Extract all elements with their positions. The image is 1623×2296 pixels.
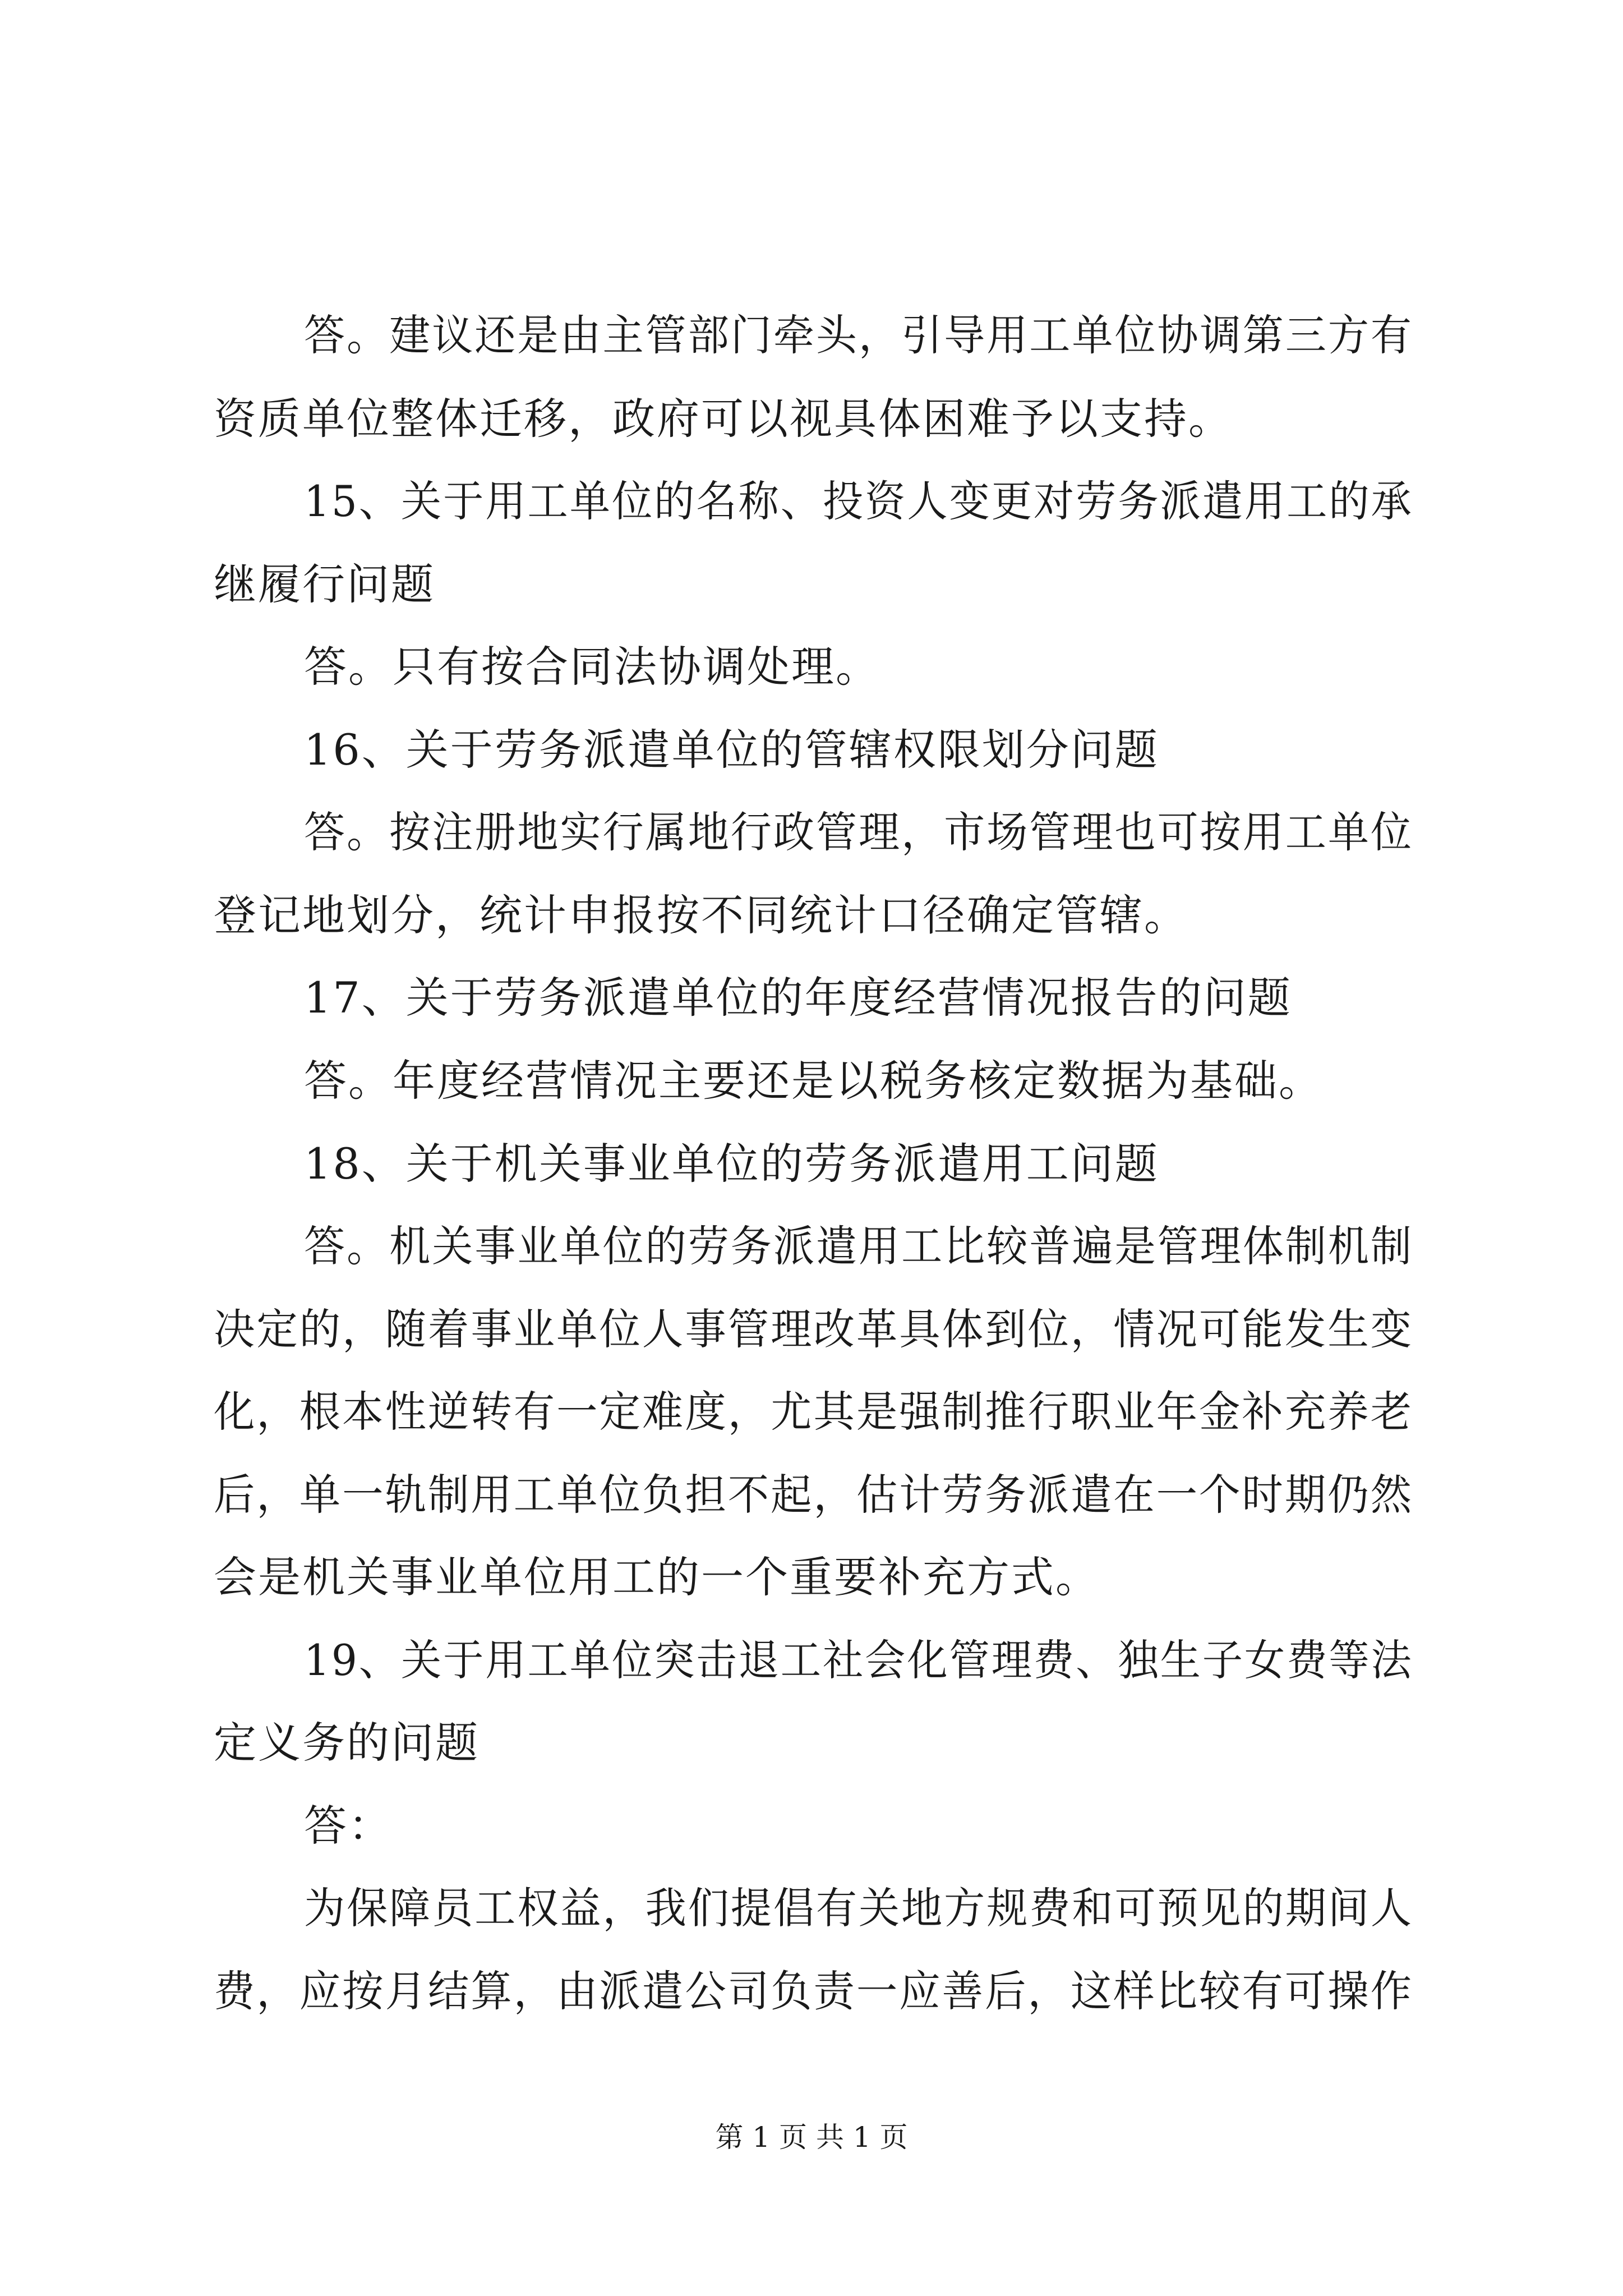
- text-line: 答。机关事业单位的劳务派遣用工比较普遍是管理体制机制: [304, 1221, 1413, 1271]
- text-line: 定义务的问题: [214, 1718, 479, 1768]
- text-line: 17、关于劳务派遣单位的年度经营情况报告的问题: [304, 973, 1292, 1023]
- text-line: 决定的，随着事业单位人事管理改革具体到位，情况可能发生变: [214, 1304, 1413, 1354]
- page-footer: 第 1 页 共 1 页: [715, 2121, 908, 2154]
- text-line: 化，根本性逆转有一定难度，尤其是强制推行职业年金补充养老: [214, 1387, 1413, 1437]
- text-line: 资质单位整体迁移，政府可以视具体困难予以支持。: [214, 394, 1233, 444]
- text-line: 会是机关事业单位用工的一个重要补充方式。: [214, 1552, 1100, 1602]
- text-line: 15、关于用工单位的名称、投资人变更对劳务派遣用工的承: [304, 476, 1413, 526]
- text-line: 费，应按月结算，由派遣公司负责一应善后，这样比较有可操作: [214, 1966, 1413, 2016]
- text-line: 答。年度经营情况主要还是以税务核定数据为基础。: [304, 1056, 1323, 1106]
- text-line: 答：: [304, 1801, 393, 1851]
- text-line: 19、关于用工单位突击退工社会化管理费、独生子女费等法: [304, 1635, 1413, 1685]
- text-line: 16、关于劳务派遣单位的管辖权限划分问题: [304, 725, 1159, 775]
- text-line: 为保障员工权益，我们提倡有关地方规费和可预见的期间人: [304, 1883, 1413, 1933]
- text-line: 答。只有按合同法协调处理。: [304, 642, 880, 692]
- text-line: 答。建议还是由主管部门牵头，引导用工单位协调第三方有: [304, 310, 1413, 360]
- text-line: 继履行问题: [214, 559, 435, 609]
- text-line: 答。按注册地实行属地行政管理，市场管理也可按用工单位: [304, 807, 1413, 857]
- text-line: 18、关于机关事业单位的劳务派遣用工问题: [304, 1139, 1159, 1189]
- text-line: 后，单一轨制用工单位负担不起，估计劳务派遣在一个时期仍然: [214, 1470, 1413, 1520]
- text-line: 登记地划分，统计申报按不同统计口径确定管辖。: [214, 890, 1188, 940]
